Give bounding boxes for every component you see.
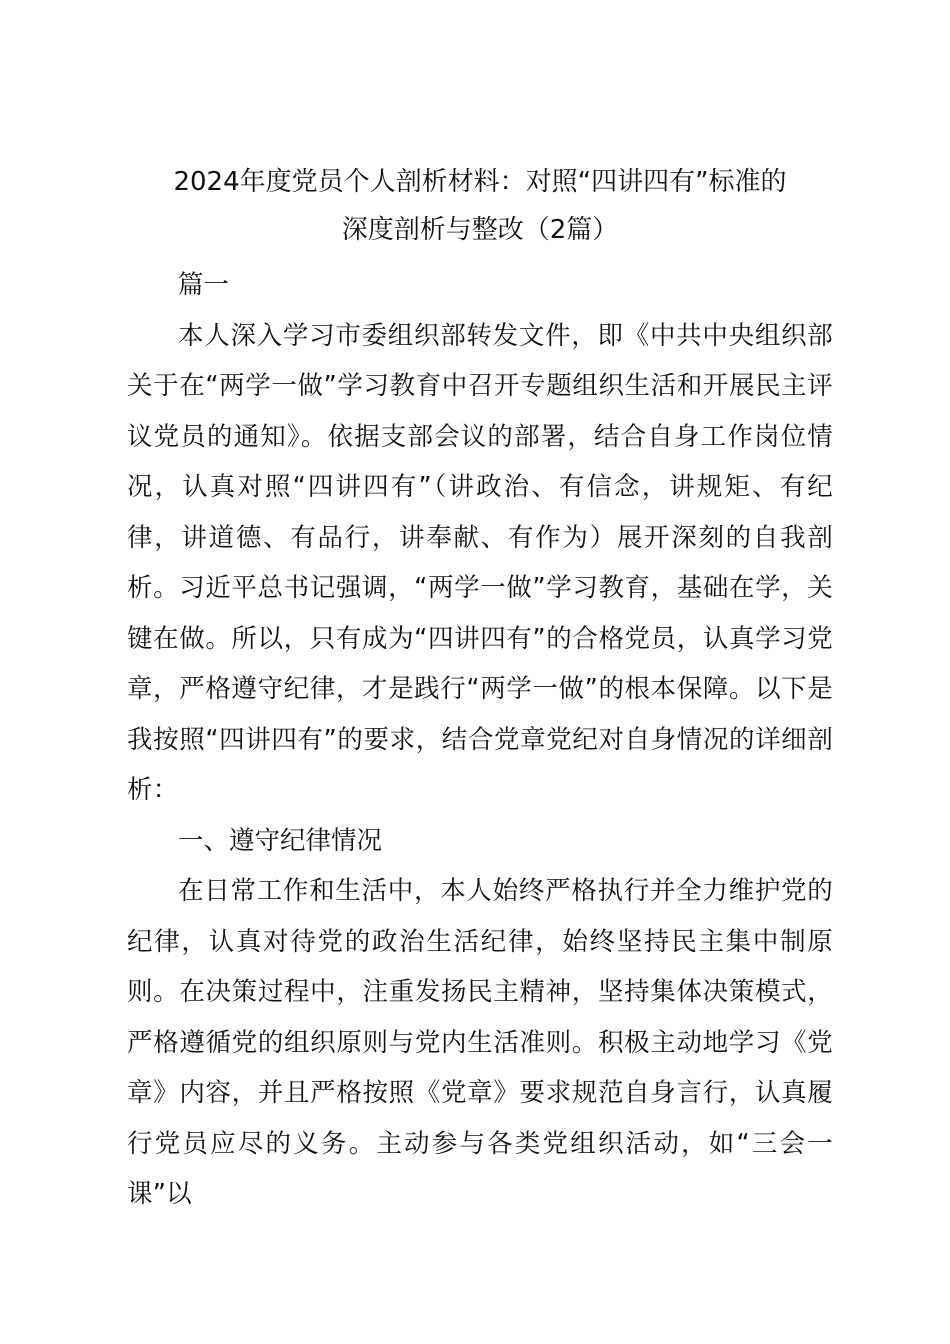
document-body <box>127 158 833 1220</box>
section-heading: 一、遵守纪律情况 <box>178 825 383 856</box>
intro-paragraph: 本人深入学习市委组织部转发文件，即《中共中央组织部关于在“两学一做”学习教育中召开专题组织生活和开展民主评议党员的通知》。依据支部会议的部署，结合自身工作岗位情况，认真对照“四讲四有”（讲政治、有信念，讲规矩、有纪律，讲道德、有品行，讲奉献、有作为）展开深刻的自我剖析。习近平总书记强调，“两学一做”学习教育，基础在学，关键在做。所以，只有成为“四讲四有”的合格党员，认真学习党章，严格遵守纪律，才是践行“两学一做”的根本保障。以下是我按照“四讲四有”的要求，结合党章党纪对自身情况的详细剖析： <box>127 320 833 805</box>
section-label: 篇一 <box>178 270 230 300</box>
document-title <box>127 158 833 254</box>
title-line-2: 深度剖析与整改（2篇） <box>341 215 619 245</box>
title-line-1: 2024年度党员个人剖析材料：对照“四讲四有”标准的 <box>173 167 787 197</box>
body-paragraph: 在日常工作和生活中，本人始终严格执行并全力维护党的纪律，认真对待党的政治生活纪律，始终坚持民主集中制原则。在决策过程中，注重发扬民主精神，坚持集体决策模式，严格遵循党的组织原则与党内生活准则。积极主动地学习《党章》内容，并且严格按照《党章》要求规范自身言行，认真履行党员应尽的义务。主动参与各类党组织活动，如“三会一课”以 <box>127 876 833 1209</box>
